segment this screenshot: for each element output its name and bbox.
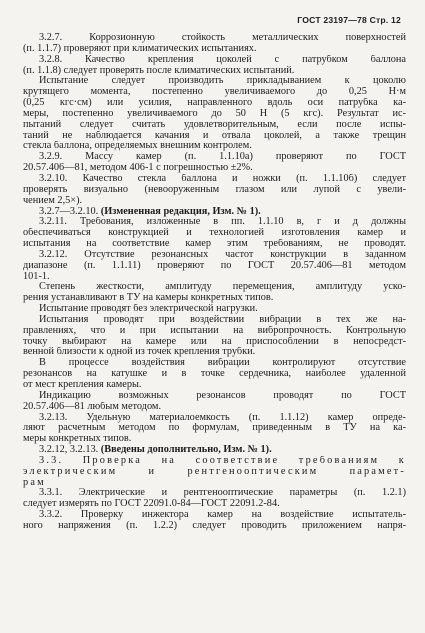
document-body <box>23 33 406 532</box>
page-header: ГОСТ 23197—78 Стр. 12 <box>297 15 401 25</box>
text-line: от мест крепления камеры. <box>23 380 142 390</box>
text-line <box>23 445 406 456</box>
text-line: 101-1. <box>23 271 50 282</box>
text-line: 20.57.406—81 любым методом. <box>23 401 162 412</box>
text-line: Испытание следует производить прикладыванием к цоколю <box>39 76 406 87</box>
text-line: пытаний следует считать удовлетворительным, если после испы- <box>23 119 406 130</box>
text-line: ляют расчетным методом по формулам, приведенным в ТУ на ка- <box>23 423 406 434</box>
text-line: Испытания проводят при воздействии вибрации в тех же на- <box>39 314 406 325</box>
text-line: 3.2.10. Качество стекла баллона и ножки (п. 1.1.10б) следует <box>39 173 406 184</box>
text-line: испытания на соответствие камер этим требованиям, не проводят. <box>23 239 406 250</box>
text-line: проверять визуально (невооруженным глазом или лупой с увели- <box>23 184 406 195</box>
text-line: резонансов на катушке и в точке сердечника, наиболее удаленной <box>23 369 406 380</box>
text-line: точку выбирают на камере или на приспособлении в непосредст- <box>23 336 406 347</box>
text-line: (п. 1.1.8) следует проверять после климатических испытаний. <box>23 65 295 76</box>
text-line: таний не наблюдается качания и отвала цоколей, а также трещин <box>23 130 406 141</box>
text-line: правлениях, что и при испытании на вибропрочность. Контрольную <box>23 325 406 336</box>
text-line: рения устанавливают в ТУ на камеры конкретных типов. <box>23 293 274 304</box>
text-line: диапазоне (п. 1.1.11) проверяют по ГОСТ 20.57.406—81 методом <box>23 260 406 271</box>
amendment-note: (Измененная редакция, Изм. № 1). <box>100 206 261 217</box>
text-line: ного напряжения (п. 1.2.2) следует проводить приложением напря- <box>23 520 406 531</box>
text-line: рам <box>23 477 46 488</box>
text-line: 3.2.12. Отсутствие резонансных частот конструкции в заданном <box>39 249 406 260</box>
text-line: (0,25 кгс·см) или усилия, направленного вдоль оси патрубка ка- <box>23 98 406 109</box>
text-line: обеспечиваться конструкцией и технологией изготовления камер и <box>23 228 406 239</box>
text-line: 3.2.8. Качество крепления цоколей с патрубком баллона <box>39 54 406 65</box>
text-line: чением 2,5×). <box>23 195 83 206</box>
amendment-note: (Введены дополнительно, Изм. № 1). <box>98 445 272 456</box>
text-line: 3.3.2. Проверку инжектора камер на воздействие испытатель- <box>39 510 406 521</box>
text-run: 3.2.12, 3.2.13. <box>39 445 99 456</box>
text-line: 3.3. Проверка на соответствие требованиям к <box>39 455 406 466</box>
text-line: меры конкретных типов. <box>23 434 132 445</box>
text-line: Индикацию возможных резонансов проводят по ГОСТ <box>39 390 406 401</box>
text-line <box>23 207 406 218</box>
text-line: 3.2.7. Коррозионную стойкость металлических поверхностей <box>39 33 406 43</box>
text-line: 20.57.406—81, методом 406-1 с погрешностью ±2%. <box>23 163 253 174</box>
text-line: В процессе воздействия вибрации контролируют отсутствие <box>39 358 406 369</box>
text-line: меры, постепенно увеличиваемого до 50 Н (5 кгс). Результат ис- <box>23 108 406 119</box>
text-line: 3.3.1. Электрические и рентгенооптические параметры (п. 1.2.1) <box>39 488 406 499</box>
text-line: стекла баллона, определяемых внешним контролем. <box>23 141 252 152</box>
text-line: следует измерять по ГОСТ 22091.0-84—ГОСТ 22091.2-84. <box>23 499 280 510</box>
text-line: венной близости к одной из точек крепления трубки. <box>23 347 256 358</box>
text-line: 3.2.11. Требования, изложенные в пп. 1.1.10 в, г и д должны <box>39 217 406 228</box>
text-line: 3.2.9. Массу камер (п. 1.1.10а) проверяют по ГОСТ <box>39 152 406 163</box>
text-run: 3.2.7—3.2.10. <box>39 206 101 217</box>
text-line: крутящего момента, постепенно увеличиваемого до 0,25 Н·м <box>23 87 406 98</box>
text-line: 3.2.13. Удельную материалоемкость (п. 1.1.12) камер опреде- <box>39 412 406 423</box>
text-line: Степень жесткости, амплитуду перемещения, амплитуду уско- <box>39 282 406 293</box>
text-line: электрическим и рентгенооптическим парамет- <box>23 466 406 477</box>
text-line: (п. 1.1.7) проверяют при климатических испытаниях. <box>23 43 257 54</box>
text-line: Испытание проводят без электрической нагрузки. <box>39 304 258 315</box>
